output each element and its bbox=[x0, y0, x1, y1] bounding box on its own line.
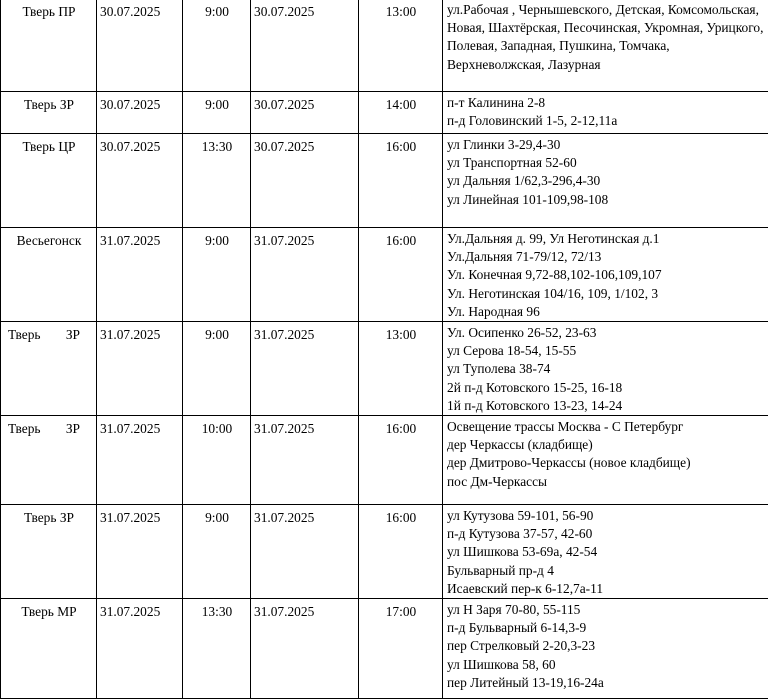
district-cell: Тверь ПР bbox=[1, 0, 97, 92]
address-line: ул Шишкова 58, 60 bbox=[447, 656, 768, 674]
time-from-cell: 9:00 bbox=[183, 505, 251, 599]
district-code: ЗР bbox=[66, 420, 80, 438]
address-line: дер Дмитрово-Черкассы (новое кладбище) bbox=[447, 454, 768, 472]
address-line: ул Дальняя 1/62,3-296,4-30 bbox=[447, 172, 768, 190]
address-line: п-д Кутузова 37-57, 42-60 bbox=[447, 525, 768, 543]
addresses-cell bbox=[443, 416, 768, 505]
time-to-cell: 16:00 bbox=[359, 228, 443, 322]
address-line: п-д Бульварный 6-14,3-9 bbox=[447, 619, 768, 637]
addresses-cell bbox=[443, 505, 768, 599]
address-line: ул Кутузова 59-101, 56-90 bbox=[447, 507, 768, 525]
address-line: пер Стрелковый 2-20,3-23 bbox=[447, 637, 768, 655]
time-to-cell: 14:00 bbox=[359, 92, 443, 134]
time-to-cell: 16:00 bbox=[359, 416, 443, 505]
address-line: ул Линейная 101-109,98-108 bbox=[447, 191, 768, 209]
addresses-cell bbox=[443, 599, 768, 699]
date-to-cell: 31.07.2025 bbox=[251, 505, 359, 599]
address-line: Ул.Дальняя 71-79/12, 72/13 bbox=[447, 248, 768, 266]
time-to-cell: 13:00 bbox=[359, 322, 443, 416]
table-row bbox=[1, 0, 768, 92]
time-to-cell: 16:00 bbox=[359, 134, 443, 228]
address-line: Освещение трассы Москва - С Петербург bbox=[447, 418, 768, 436]
time-from-cell: 13:30 bbox=[183, 134, 251, 228]
table-row bbox=[1, 416, 768, 505]
date-to-cell: 31.07.2025 bbox=[251, 322, 359, 416]
district-cell bbox=[1, 322, 97, 416]
date-to-cell: 31.07.2025 bbox=[251, 599, 359, 699]
address-line: Полевая, Западная, Пушкина, Томчака, bbox=[447, 37, 768, 55]
addresses-cell bbox=[443, 134, 768, 228]
table-row bbox=[1, 228, 768, 322]
date-from-cell: 31.07.2025 bbox=[97, 505, 183, 599]
date-from-cell: 31.07.2025 bbox=[97, 599, 183, 699]
addresses-cell bbox=[443, 228, 768, 322]
date-to-cell: 30.07.2025 bbox=[251, 92, 359, 134]
address-line: ул Шишкова 53-69а, 42-54 bbox=[447, 543, 768, 561]
time-to-cell: 17:00 bbox=[359, 599, 443, 699]
time-to-cell: 13:00 bbox=[359, 0, 443, 92]
addresses-cell bbox=[443, 322, 768, 416]
addresses-cell bbox=[443, 0, 768, 92]
address-line: Бульварный пр-д 4 bbox=[447, 562, 768, 580]
address-line: ул.Рабочая , Чернышевского, Детская, Комсомольская, bbox=[447, 1, 768, 19]
address-line: ул Серова 18-54, 15-55 bbox=[447, 342, 768, 360]
address-line: дер Черкассы (кладбище) bbox=[447, 436, 768, 454]
date-from-cell: 31.07.2025 bbox=[97, 322, 183, 416]
date-from-cell: 31.07.2025 bbox=[97, 416, 183, 505]
district-city: Тверь bbox=[8, 326, 41, 344]
date-to-cell: 31.07.2025 bbox=[251, 228, 359, 322]
date-from-cell: 31.07.2025 bbox=[97, 228, 183, 322]
time-from-cell: 13:30 bbox=[183, 599, 251, 699]
table-row bbox=[1, 505, 768, 599]
addresses-cell bbox=[443, 92, 768, 134]
date-from-cell: 30.07.2025 bbox=[97, 134, 183, 228]
address-line: Ул. Конечная 9,72-88,102-106,109,107 bbox=[447, 266, 768, 284]
address-line: ул Н Заря 70-80, 55-115 bbox=[447, 601, 768, 619]
table-row bbox=[1, 322, 768, 416]
address-line: ул Глинки 3-29,4-30 bbox=[447, 136, 768, 154]
table-row bbox=[1, 599, 768, 699]
address-line: п-д Головинский 1-5, 2-12,11а bbox=[447, 112, 768, 130]
date-from-cell: 30.07.2025 bbox=[97, 0, 183, 92]
address-line: 1й п-д Котовского 13-23, 14-24 bbox=[447, 397, 768, 415]
address-line: Ул. Осипенко 26-52, 23-63 bbox=[447, 324, 768, 342]
district-cell: Весьегонск bbox=[1, 228, 97, 322]
date-to-cell: 31.07.2025 bbox=[251, 416, 359, 505]
district-cell: Тверь ЦР bbox=[1, 134, 97, 228]
district-code: ЗР bbox=[66, 326, 80, 344]
address-line: Новая, Шахтёрская, Песочинская, Укромная, Урицкого, bbox=[447, 19, 768, 37]
address-line: Ул.Дальняя д. 99, Ул Неготинская д.1 bbox=[447, 230, 768, 248]
address-line: пер Литейный 13-19,16-24а bbox=[447, 674, 768, 692]
address-line: Ул. Народная 96 bbox=[447, 303, 768, 321]
address-line: ул Туполева 38-74 bbox=[447, 360, 768, 378]
date-from-cell: 30.07.2025 bbox=[97, 92, 183, 134]
time-from-cell: 9:00 bbox=[183, 228, 251, 322]
date-to-cell: 30.07.2025 bbox=[251, 134, 359, 228]
time-from-cell: 9:00 bbox=[183, 322, 251, 416]
date-to-cell: 30.07.2025 bbox=[251, 0, 359, 92]
district-city: Тверь bbox=[8, 420, 41, 438]
address-line: ул Транспортная 52-60 bbox=[447, 154, 768, 172]
time-from-cell: 10:00 bbox=[183, 416, 251, 505]
table-row bbox=[1, 92, 768, 134]
address-line: Исаевский пер-к 6-12,7а-11 bbox=[447, 580, 768, 598]
address-line: Ул. Неготинская 104/16, 109, 1/102, 3 bbox=[447, 285, 768, 303]
district-cell: Тверь ЗР bbox=[1, 505, 97, 599]
district-cell bbox=[1, 416, 97, 505]
time-from-cell: 9:00 bbox=[183, 92, 251, 134]
district-cell: Тверь МР bbox=[1, 599, 97, 699]
table-row bbox=[1, 134, 768, 228]
address-line: пос Дм-Черкассы bbox=[447, 473, 768, 491]
address-line: п-т Калинина 2-8 bbox=[447, 94, 768, 112]
time-from-cell: 9:00 bbox=[183, 0, 251, 92]
address-line: Верхневолжская, Лазурная bbox=[447, 56, 768, 74]
address-line: 2й п-д Котовского 15-25, 16-18 bbox=[447, 379, 768, 397]
district-cell: Тверь ЗР bbox=[1, 92, 97, 134]
time-to-cell: 16:00 bbox=[359, 505, 443, 599]
